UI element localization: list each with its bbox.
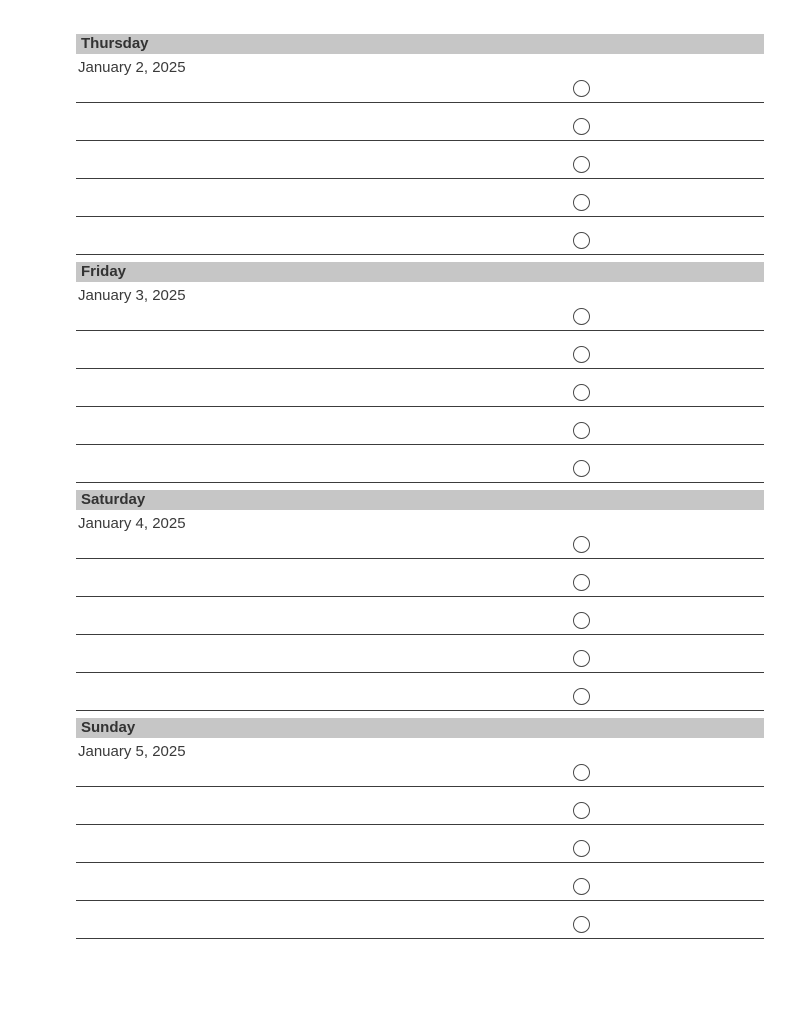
checkbox-circle-icon[interactable] [573, 612, 590, 629]
day-block-friday [76, 262, 764, 476]
writing-line-right[interactable] [597, 330, 764, 331]
writing-line-right[interactable] [597, 482, 764, 483]
writing-line-right[interactable] [597, 862, 764, 863]
checkbox-circle-icon[interactable] [573, 232, 590, 249]
checkbox-circle-icon[interactable] [573, 574, 590, 591]
checkbox-circle-icon[interactable] [573, 346, 590, 363]
writing-line-right[interactable] [597, 406, 764, 407]
day-header-sunday: Sunday [76, 718, 764, 738]
writing-line-right[interactable] [597, 254, 764, 255]
checkbox-circle-icon[interactable] [573, 840, 590, 857]
writing-line-right[interactable] [597, 634, 764, 635]
writing-line-right[interactable] [597, 824, 764, 825]
day-lines-sunday [76, 764, 764, 932]
writing-line-right[interactable] [597, 558, 764, 559]
day-date-saturday: January 4, 2025 [78, 515, 186, 532]
checkbox-circle-icon[interactable] [573, 118, 590, 135]
checkbox-circle-icon[interactable] [573, 384, 590, 401]
writing-line-right[interactable] [597, 786, 764, 787]
writing-line-right[interactable] [597, 444, 764, 445]
writing-line-right[interactable] [597, 596, 764, 597]
checkbox-circle-icon[interactable] [573, 80, 590, 97]
day-block-sunday [76, 718, 764, 932]
day-lines-friday [76, 308, 764, 476]
day-date-thursday: January 2, 2025 [78, 59, 186, 76]
checkbox-circle-icon[interactable] [573, 460, 590, 477]
writing-line-right[interactable] [597, 368, 764, 369]
checkbox-circle-icon[interactable] [573, 194, 590, 211]
day-spacer [76, 704, 764, 718]
checkbox-circle-icon[interactable] [573, 422, 590, 439]
checkbox-circle-icon[interactable] [573, 650, 590, 667]
checkbox-circle-icon[interactable] [573, 536, 590, 553]
writing-line-right[interactable] [597, 216, 764, 217]
writing-line-right[interactable] [597, 672, 764, 673]
day-lines-thursday [76, 80, 764, 248]
writing-line-right[interactable] [597, 900, 764, 901]
day-spacer [76, 476, 764, 490]
writing-line-right[interactable] [597, 102, 764, 103]
checkbox-circle-icon[interactable] [573, 156, 590, 173]
checkbox-circle-icon[interactable] [573, 308, 590, 325]
day-block-saturday [76, 490, 764, 704]
checkbox-circle-icon[interactable] [573, 916, 590, 933]
day-header-saturday: Saturday [76, 490, 764, 510]
day-date-friday: January 3, 2025 [78, 287, 186, 304]
day-spacer [76, 248, 764, 262]
writing-line-right[interactable] [597, 178, 764, 179]
writing-line-right[interactable] [597, 710, 764, 711]
day-lines-saturday [76, 536, 764, 704]
day-date-sunday: January 5, 2025 [78, 743, 186, 760]
checkbox-circle-icon[interactable] [573, 764, 590, 781]
writing-line-right[interactable] [597, 140, 764, 141]
checkbox-circle-icon[interactable] [573, 688, 590, 705]
checkbox-circle-icon[interactable] [573, 878, 590, 895]
day-header-friday: Friday [76, 262, 764, 282]
day-block-thursday [76, 34, 764, 248]
day-header-thursday: Thursday [76, 34, 764, 54]
writing-line-right[interactable] [597, 938, 764, 939]
checkbox-circle-icon[interactable] [573, 802, 590, 819]
